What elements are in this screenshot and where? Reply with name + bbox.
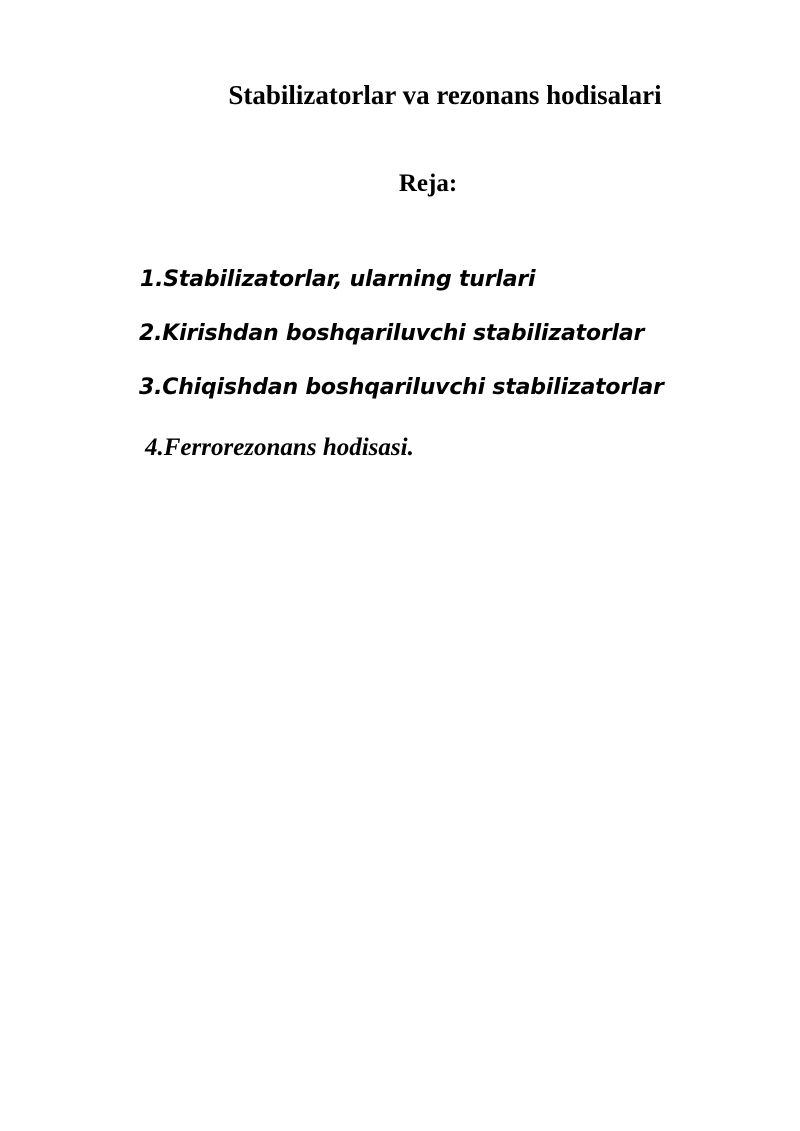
plan-heading: Reja: <box>398 170 458 197</box>
plan-item-2: 2.Kirishdan boshqariluvchi stabilizatorlar <box>139 321 645 346</box>
plan-item-4: 4.Ferrorezonans hodisasi. <box>145 434 414 461</box>
document-title: Stabilizatorlar va rezonans hodisalari <box>228 80 662 110</box>
plan-item-1: 1.Stabilizatorlar, ularning turlari <box>140 267 536 292</box>
plan-item-3: 3.Chiqishdan boshqariluvchi stabilizatorlar <box>139 375 664 400</box>
